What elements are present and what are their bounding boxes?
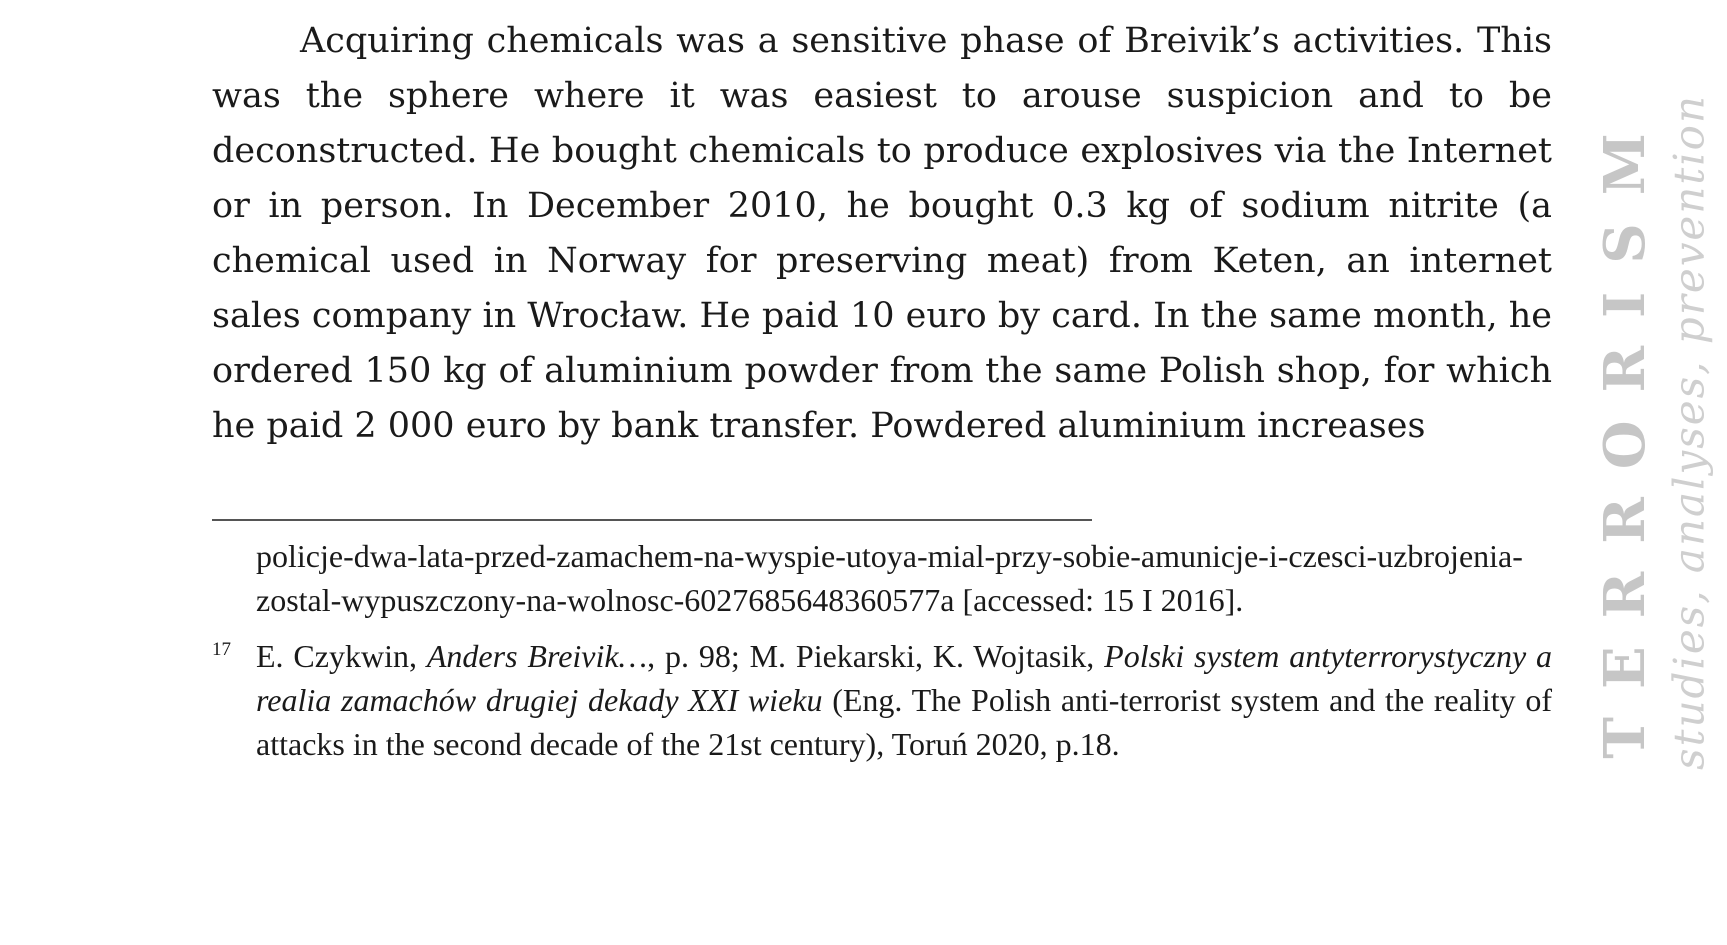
footnote-title-1: Anders Breivik… <box>426 638 648 674</box>
footnote-continuation <box>212 534 1552 622</box>
footnote-text-part2: , p. 98; M. Piekarski, K. Wojtasik, <box>647 638 1105 674</box>
footnote-text-part1: E. Czykwin, <box>256 638 427 674</box>
footnote-number: 17 <box>212 639 231 660</box>
footnotes <box>212 534 1552 778</box>
journal-subtitle: studies, analyses, prevention <box>1664 94 1714 770</box>
footnote-separator <box>212 519 1092 521</box>
footnote-17 <box>212 634 1552 766</box>
footnote-continuation-text: policje-dwa-lata-przed-zamachem-na-wyspie-utoya-mial-przy-sobie-amunicje-i-czesci-uzbrojenia-zostal-wypuszczony-na-wolnosc-6027685648360577a [accessed: 15 I 2016]. <box>256 538 1523 618</box>
journal-sidebar <box>1585 92 1725 772</box>
footnote-title-2: Polski system antyterrorystyczny a realia zamachów drugiej dekady XXI wieku <box>256 638 1553 718</box>
body-paragraph: Acquiring chemicals was a sensitive phase of Breivik’s activities. This was the sphere where it was easiest to arouse suspicion and to be deconstructed. He bought chemicals to produce explosives via the Internet or in person. In December 2010, he bought 0.3 kg of sodium nitrite (a chemical used in Norway for preserving meat) from Keten, an internet sales company in Wrocław. He paid 10 euro by card. In the same month, he ordered 150 kg of aluminium powder from the same Polish shop, for which he paid 2 000 euro by bank transfer. Powdered aluminium increases <box>212 21 1552 446</box>
footnote-text-part3: (Eng. The Polish anti-terrorist system and the reality of attacks in the second decade of the 21st century), Toruń 2020, p.18. <box>256 682 1552 762</box>
journal-title: TERRORISM <box>1592 105 1658 759</box>
main-text <box>212 14 1552 454</box>
